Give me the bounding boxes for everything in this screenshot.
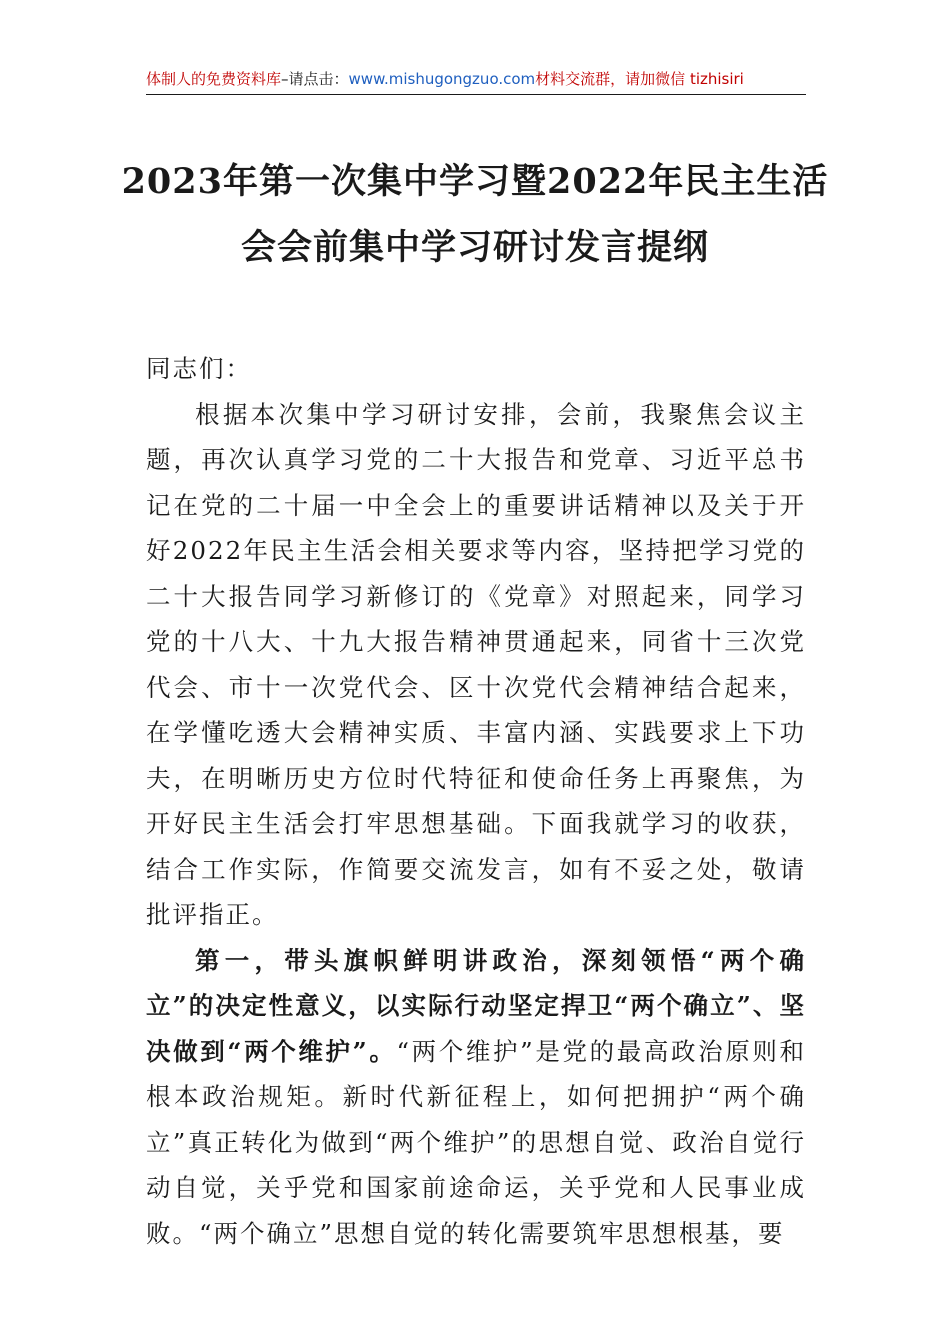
paragraph-intro: 根据本次集中学习研讨安排，会前，我聚焦会议主题，再次认真学习党的二十大报告和党章、习近平总书记在党的二十届一中全会上的重要讲话精神以及关于开好2022年民主生活会相关要求等内容，坚持把学习党的二十大报告同学习新修订的《党章》对照起来，同学习党的十八大、十九大报告精神贯通起来，同省十三次党代会、市十一次党代会、区十次党代会精神结合起来，在学懂吃透大会精神实质、丰富内涵、实践要求上下功夫，在明晰历史方位时代特征和使命任务上再聚焦，为开好民主生活会打牢思想基础。下面我就学习的收获，结合工作实际，作简要交流发言，如有不妥之处，敬请批评指正。 bbox=[146, 399, 806, 929]
document-body bbox=[146, 346, 806, 1256]
header-divider bbox=[146, 94, 806, 95]
header-prompt: –请点击： bbox=[281, 70, 349, 88]
document-title-line-1: 2023年第一次集中学习暨2022年民主生活 bbox=[121, 161, 829, 202]
page-header bbox=[146, 66, 806, 92]
salutation: 同志们： bbox=[146, 354, 252, 383]
section-1-text: “两个维护”是党的最高政治原则和根本政治规矩。新时代新征程上，如何把拥护“两个确立”真正转化为做到“两个维护”的思想自觉、政治自觉行动自觉，关乎党和国家前途命运，关乎党和人民事业成败。“两个确立”思想自觉的转化需要筑牢思想根基，要 bbox=[146, 1036, 806, 1248]
header-brand: 体制人的免费资料库 bbox=[146, 70, 282, 88]
header-note: 材料交流群，请加微信 tizhisiri bbox=[535, 70, 744, 88]
section-1-heading: 第一，带头旗帜鲜明讲政治，深刻领悟“两个确立”的决定性意义，以实际行动坚定捍卫“两个确立”、坚决做到“两个维护”。 bbox=[146, 945, 806, 1066]
header-url-link[interactable]: www.mishugongzuo.com bbox=[348, 70, 536, 88]
paragraph-section-1 bbox=[146, 938, 806, 1257]
document-title-line-2: 会会前集中学习研讨发言提纲 bbox=[240, 227, 709, 268]
